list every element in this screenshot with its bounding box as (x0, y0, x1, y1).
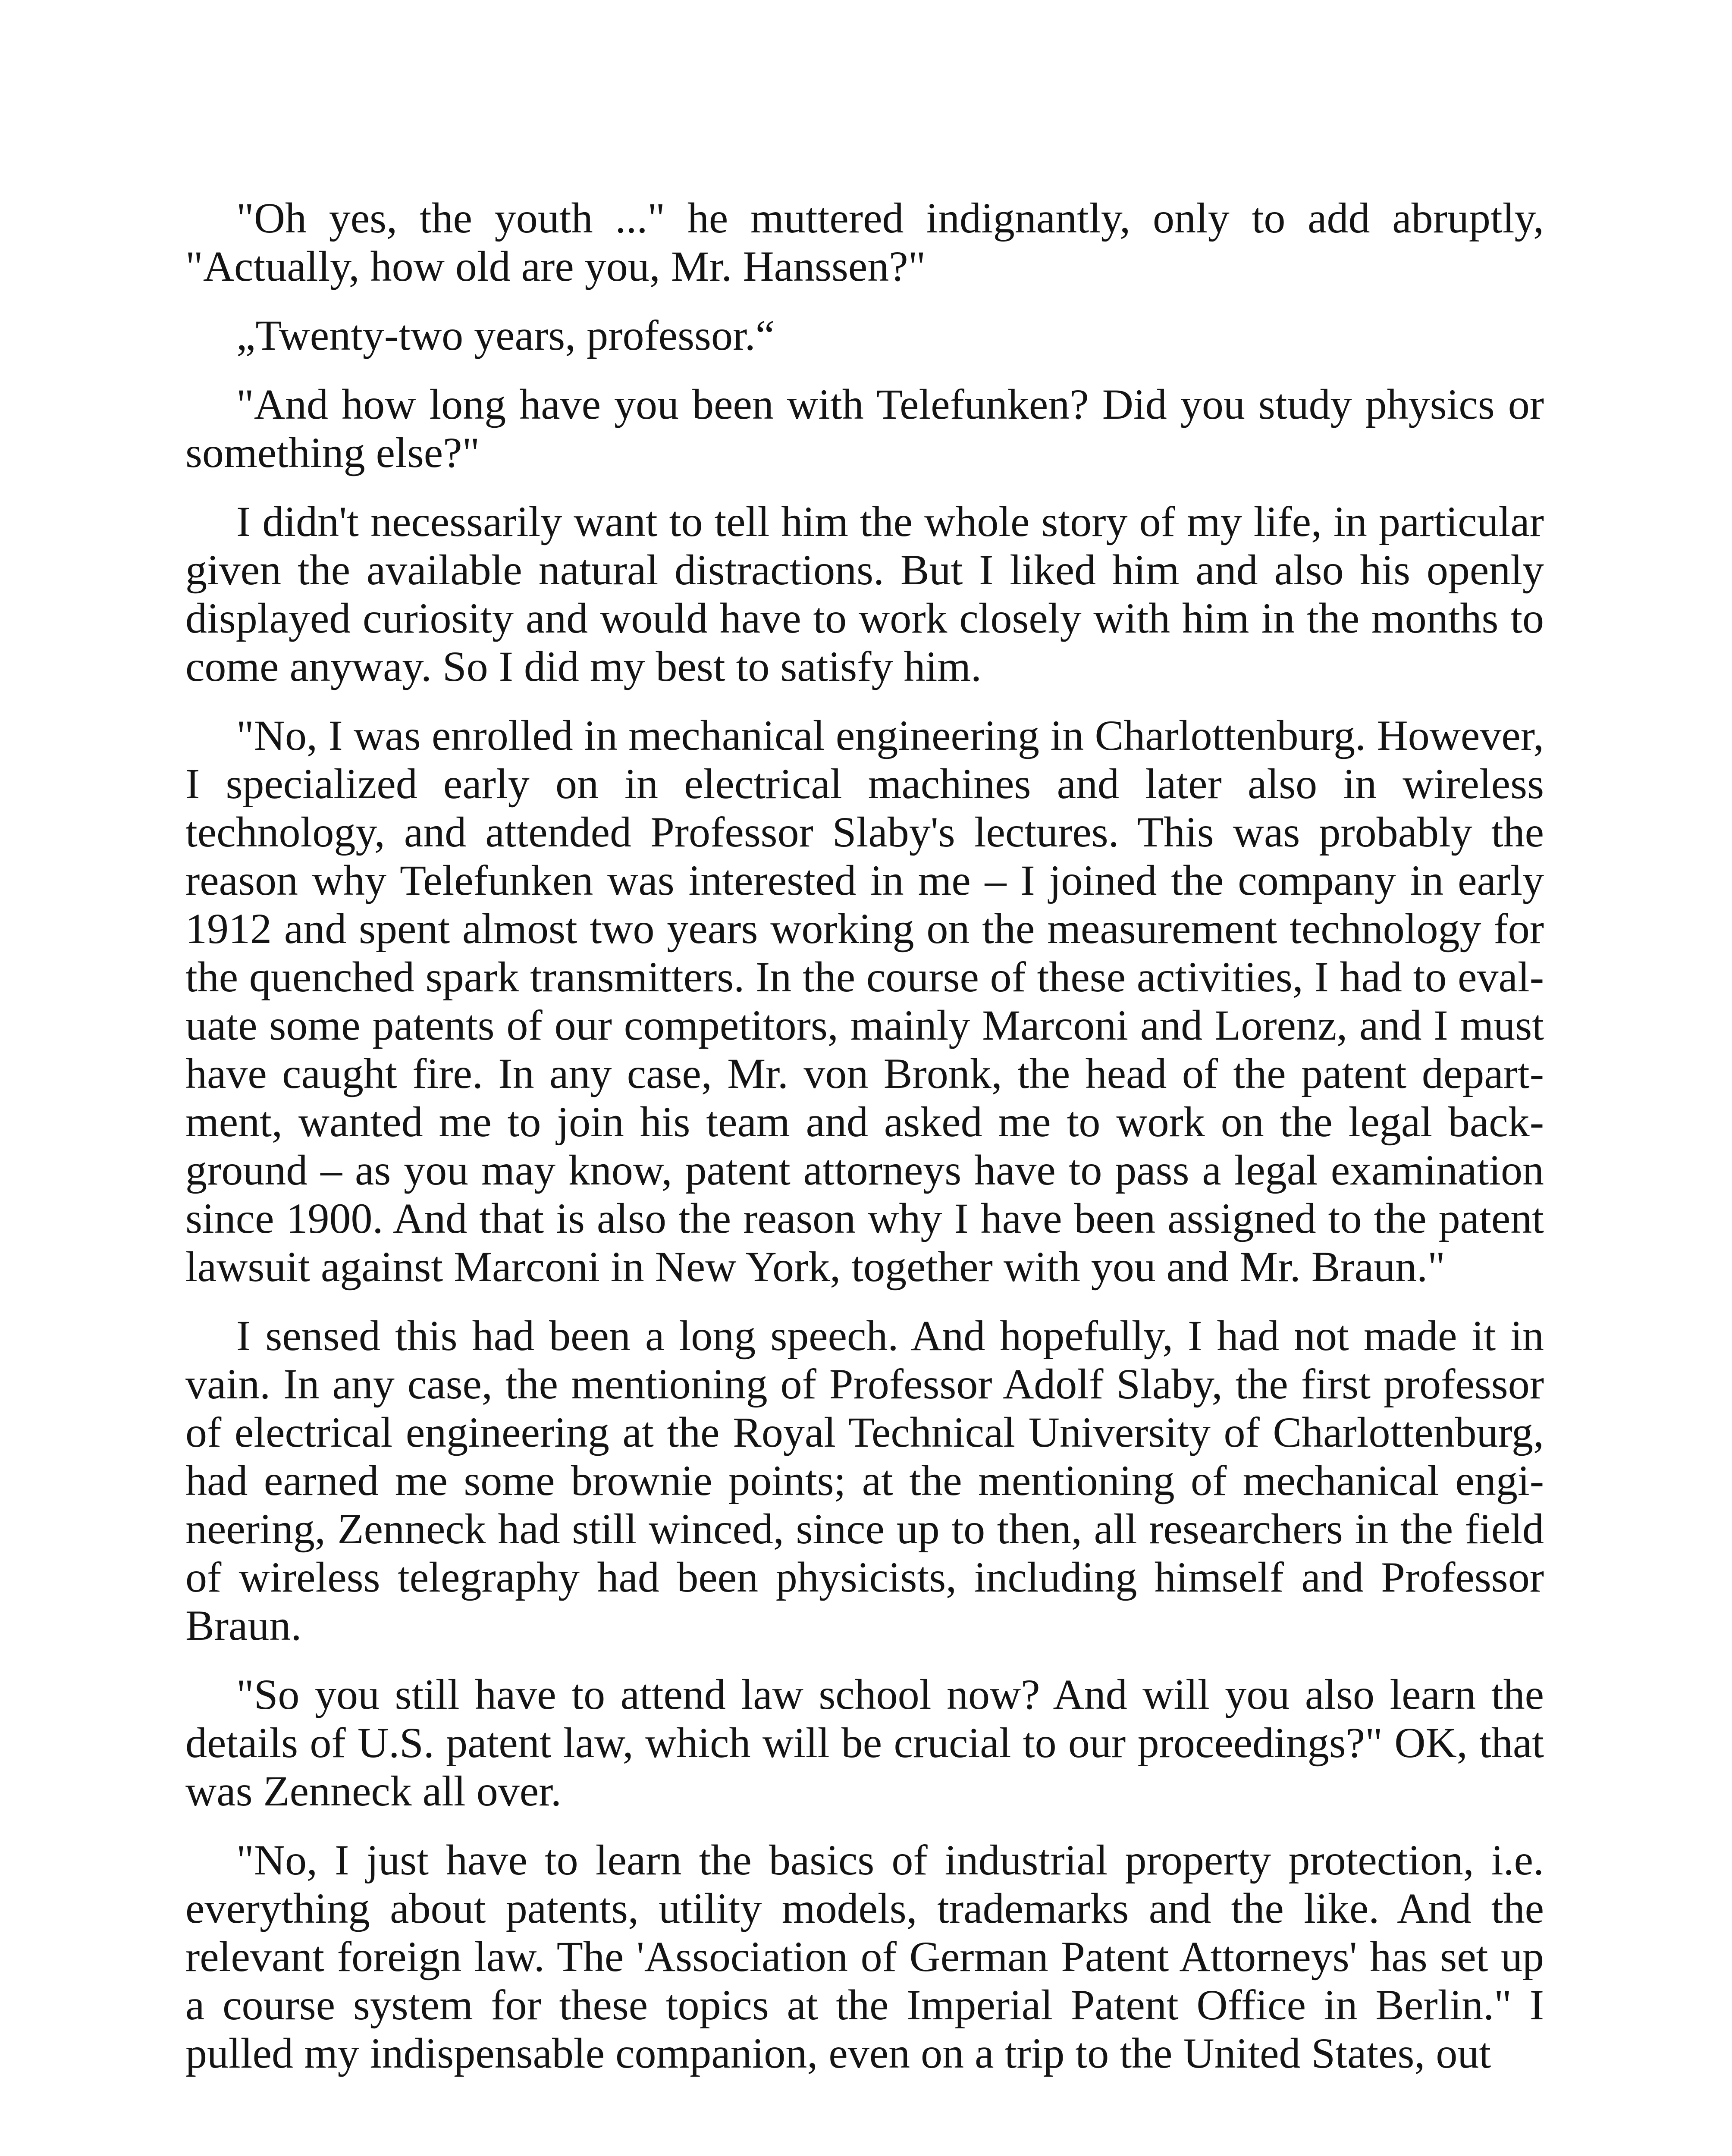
paragraph-3: "And how long have you been with Telefunken? Did you study physics or something else?" (185, 380, 1544, 476)
paragraph-2: „Twenty-two years, professor.“ (236, 311, 775, 359)
paragraph-6: I sensed this had been a long speech. And hopefully, I had not made it in vain. In any case, the mentioning of Professor Adolf Slaby, the first professor of electrical engineering at the Royal Technical University of Charlottenburg, had earned me some brownie points; at the mentioning of mechanical engineering, Zenneck had still winced, since up to then, all researchers in the field of wireless telegraphy had been physicists, including himself and Professor Braun. (185, 1312, 1544, 1649)
paragraph-7: "So you still have to attend law school now? And will you also learn the details of U.S. patent law, which will be crucial to our proceedings?" OK, that was Zenneck all over. (185, 1670, 1544, 1815)
paragraph-1: "Oh yes, the youth ..." he muttered indignantly, only to add abruptly, "Actually, how old are you, Mr. Hanssen?" (185, 194, 1544, 290)
paragraph-4: I didn't necessarily want to tell him the whole story of my life, in particular given the available natural distractions. But I liked him and also his openly displayed curiosity and would have to work closely with him in the months to come anyway. So I did my best to satisfy him. (185, 498, 1544, 690)
body-text (185, 194, 1544, 2098)
paragraph-8: "No, I just have to learn the basics of industrial property protection, i.e. everything about patents, utility models, trademarks and the like. And the relevant foreign law. The 'Association of German Patent Attorneys' has set up a course system for these topics at the Imperial Patent Office in Berlin." I pulled my indispensable companion, even on a trip to the United States, out (185, 1836, 1544, 2077)
paragraph-5: "No, I was enrolled in mechanical engineering in Charlottenburg. However, I specialized early on in electrical machines and later also in wireless technology, and attended Professor Slaby's lectures. This was probably the reason why Telefunken was interested in me – I joined the company in early 1912 and spent almost two years working on the measurement technology for the quenched spark transmitters. In the course of these activities, I had to evaluate some patents of our competitors, mainly Marconi and Lorenz, and I must have caught fire. In any case, Mr. von Bronk, the head of the patent department, wanted me to join his team and asked me to work on the legal background – as you may know, patent attorneys have to pass a legal examination since 1900. And that is also the reason why I have been assigned to the patent lawsuit against Marconi in New York, together with you and Mr. Braun." (185, 711, 1544, 1291)
